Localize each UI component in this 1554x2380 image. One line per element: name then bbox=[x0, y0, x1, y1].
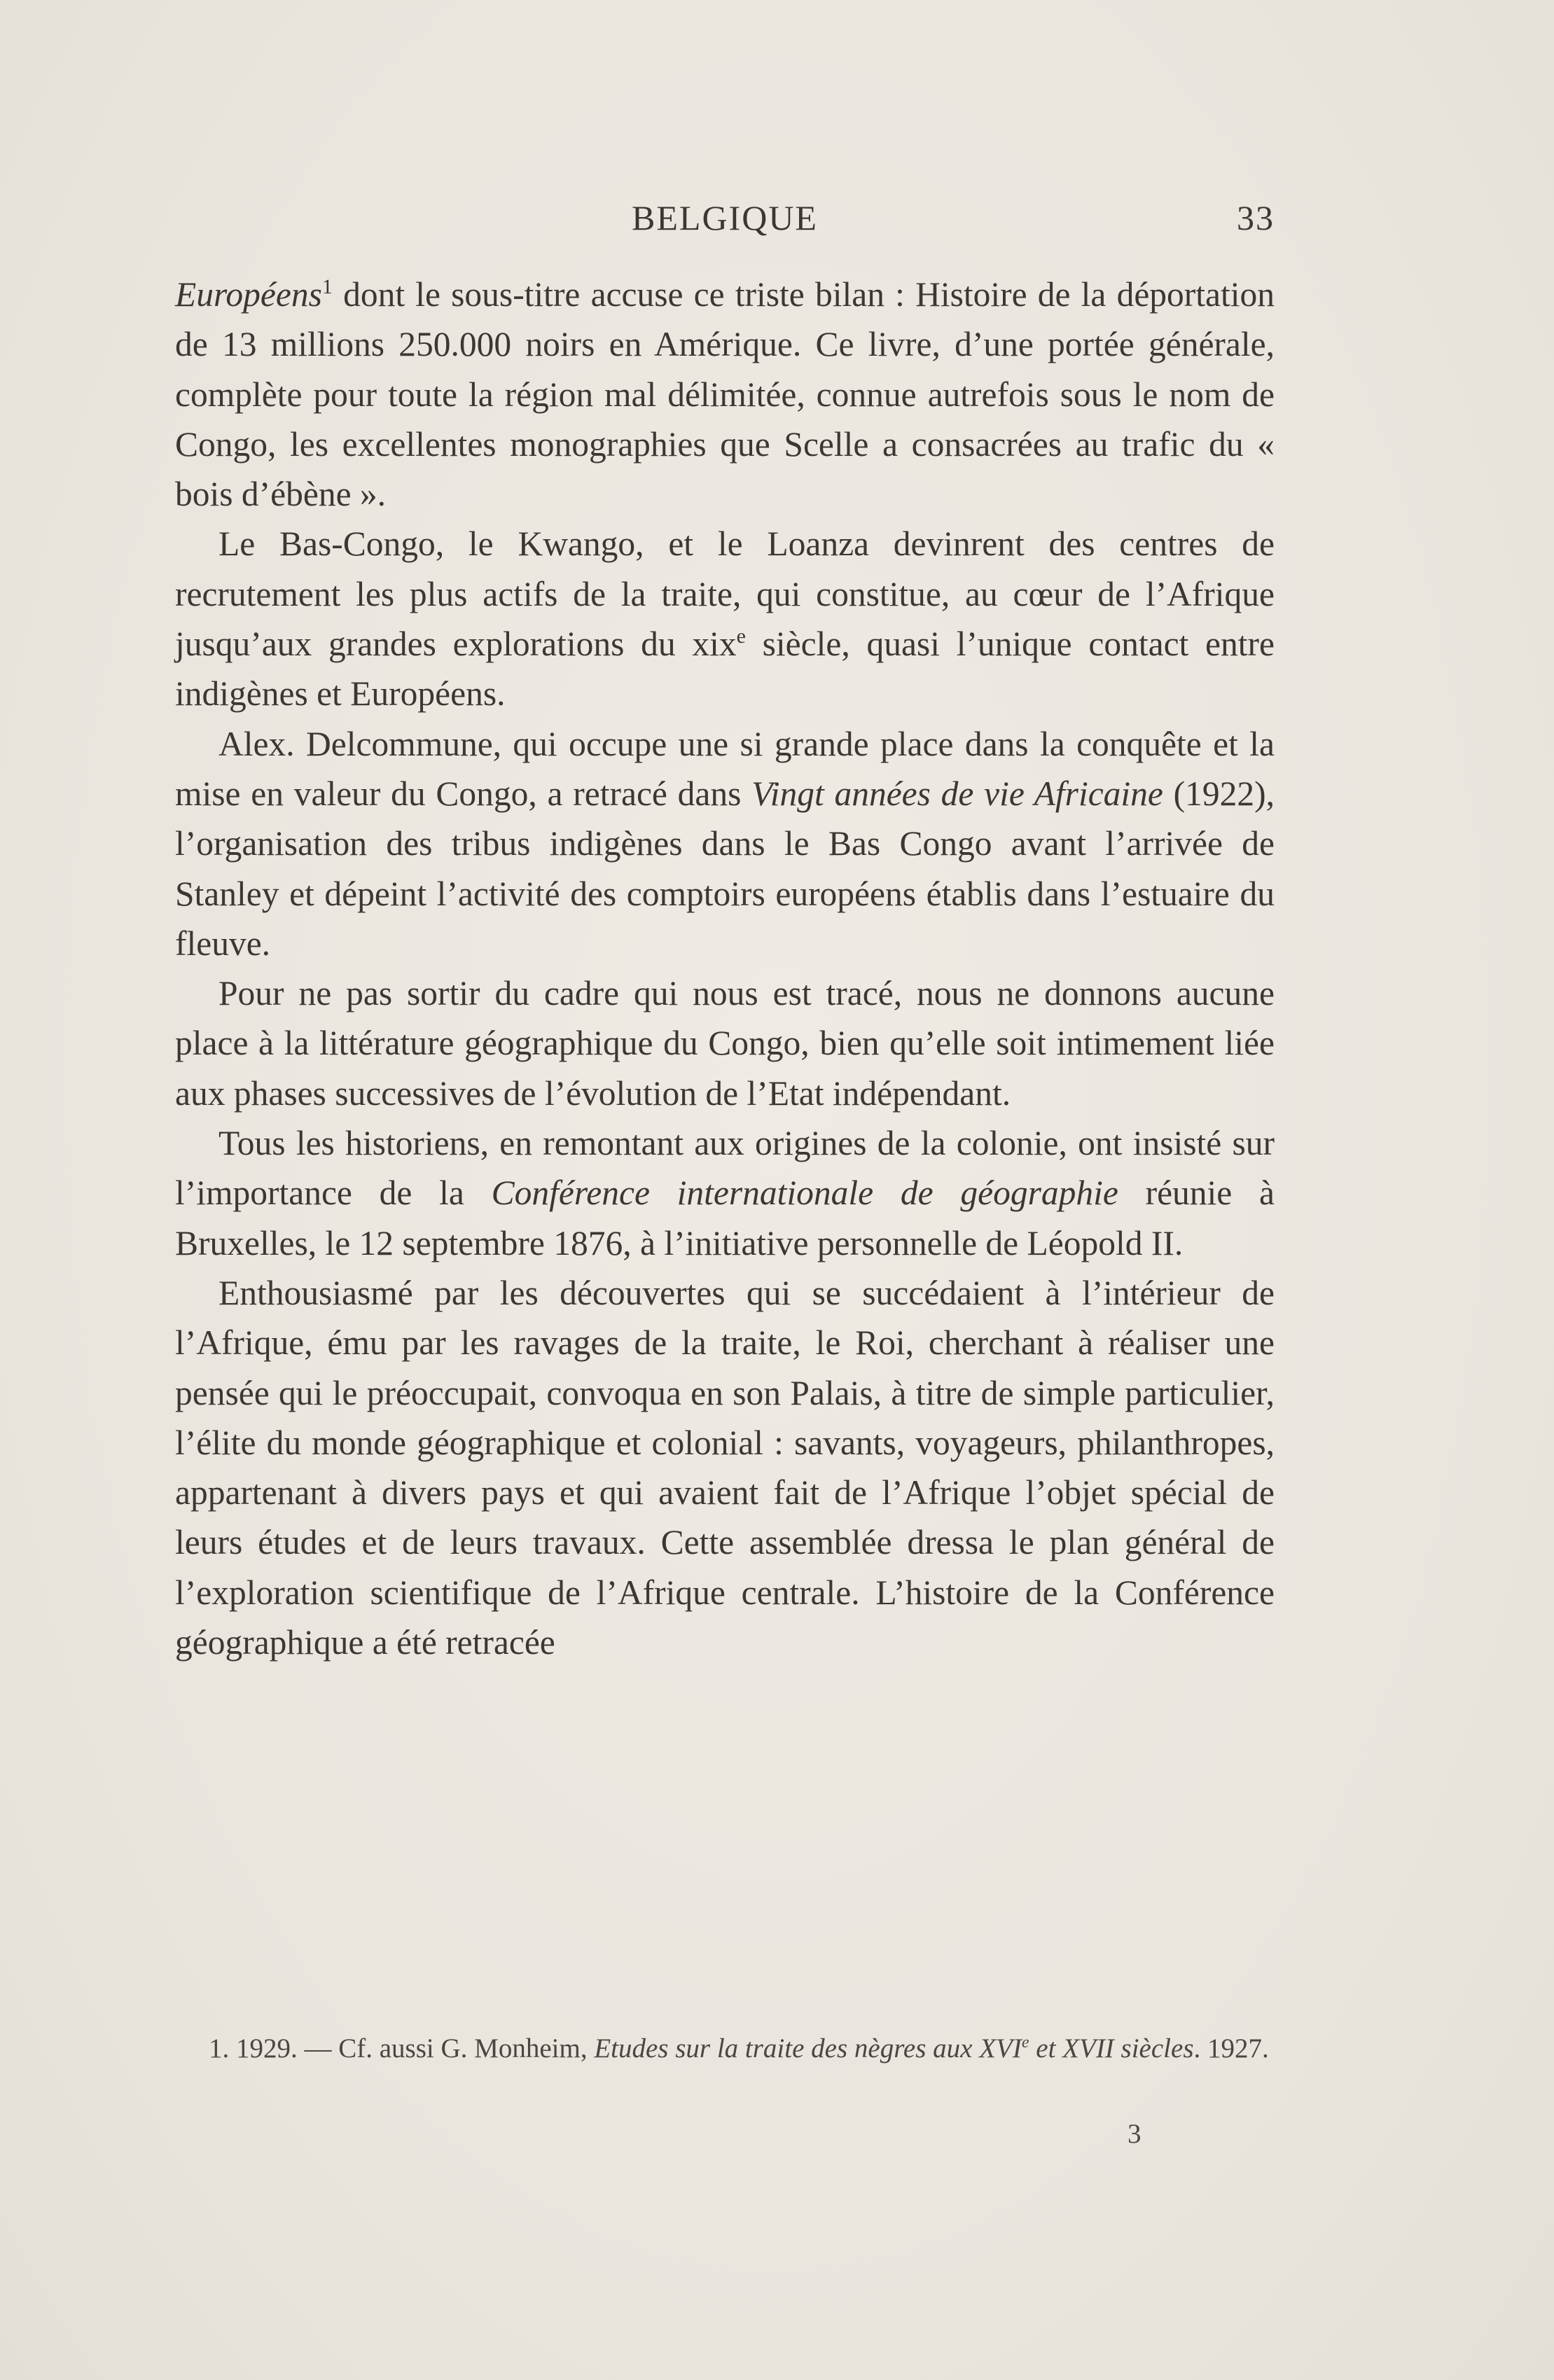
text-segment: e bbox=[1021, 2033, 1029, 2052]
text-segment: Etudes sur la traite des nègres aux XVI bbox=[594, 2033, 1022, 2064]
text-segment: xix bbox=[692, 625, 737, 664]
paragraph bbox=[175, 968, 1275, 1118]
paragraph bbox=[175, 1118, 1275, 1268]
text-segment: Tous les historiens, en remontant aux origines de la colonie, ont insisté sur l’importance de la bbox=[175, 1124, 1275, 1213]
paragraph bbox=[175, 519, 1275, 718]
footnote bbox=[175, 2029, 1275, 2068]
text-segment: Conférence internationale de géographie bbox=[491, 1174, 1118, 1213]
text-segment: et XVII siècles bbox=[1029, 2033, 1194, 2064]
text-segment: Européens bbox=[175, 275, 322, 314]
paragraph bbox=[175, 1268, 1275, 1667]
paragraph bbox=[175, 270, 1275, 519]
page-number: 33 bbox=[1237, 198, 1275, 237]
footnote-ref: 1 bbox=[321, 275, 333, 298]
text-segment: dont le sous-titre accuse ce triste bilan : Histoire de la déportation de 13 millions 250.000 noirs en Amérique. Ce livre, d’une portée générale, complète pour toute la région mal délimitée, connue autrefois sous le nom de Congo, les excellentes monographies que Scelle a consacrées au trafic du « bois d’ébène ». bbox=[175, 275, 1275, 514]
text-segment: 1. 1929. — Cf. aussi G. Monheim, bbox=[209, 2033, 595, 2064]
text-segment: siècle, quasi l’unique contact entre indigènes et Européens. bbox=[175, 625, 1275, 714]
text-segment: Pour ne pas sortir du cadre qui nous est tracé, nous ne donnons aucune place à la littérature géographique du Congo, bien qu’elle soit intimement liée aux phases successives de l’évolution de l’Etat indépendant. bbox=[175, 974, 1275, 1113]
text-segment: Enthousiasmé par les découvertes qui se succédaient à l’intérieur de l’Afrique, ému par les ravages de la traite, le Roi, cherchant à réaliser une pensée qui le préoccupait, convoqua en son Palais, à titre de simple particulier, l’élite du monde géographique et colonial : savants, voyageurs, philanthropes, appartenant à divers pays et qui avaient fait de l’Afrique l’objet spécial de leurs études et de leurs travaux. Cette assemblée dressa le plan général de l’exploration scientifique de l’Afrique centrale. L’histoire de la Conférence géographique a été retracée bbox=[175, 1273, 1275, 1662]
signature-mark: 3 bbox=[1128, 2119, 1142, 2149]
body-text bbox=[175, 270, 1275, 1667]
running-head bbox=[175, 197, 1275, 239]
superscript: e bbox=[736, 625, 746, 648]
text-segment: (1922), l’organisation des tribus indigènes dans le Bas Congo avant l’arrivée de Stanley et dépeint l’activité des comptoirs européens établis dans l’estuaire du fleuve. bbox=[175, 774, 1275, 963]
superscript bbox=[1022, 2033, 1029, 2052]
text-segment: réunie à Bruxelles, le 12 septembre 1876, à l’initiative personnelle de Léopold II. bbox=[175, 1174, 1275, 1262]
text-segment: . 1927. bbox=[1193, 2033, 1269, 2064]
text-segment: Vingt années de vie Africaine bbox=[751, 774, 1163, 813]
text-segment: Alex. Delcommune, qui occupe une si grande place dans la conquête et la mise en valeur du Congo, a retracé dans bbox=[175, 724, 1275, 813]
paragraph bbox=[175, 719, 1275, 968]
text-segment: Le Bas-Congo, le Kwango, et le Loanza devinrent des centres de recrutement les plus actifs de la traite, qui constitue, au cœur de l’Afrique jusqu’aux grandes explorations du bbox=[175, 524, 1275, 664]
running-title: BELGIQUE bbox=[632, 198, 818, 237]
